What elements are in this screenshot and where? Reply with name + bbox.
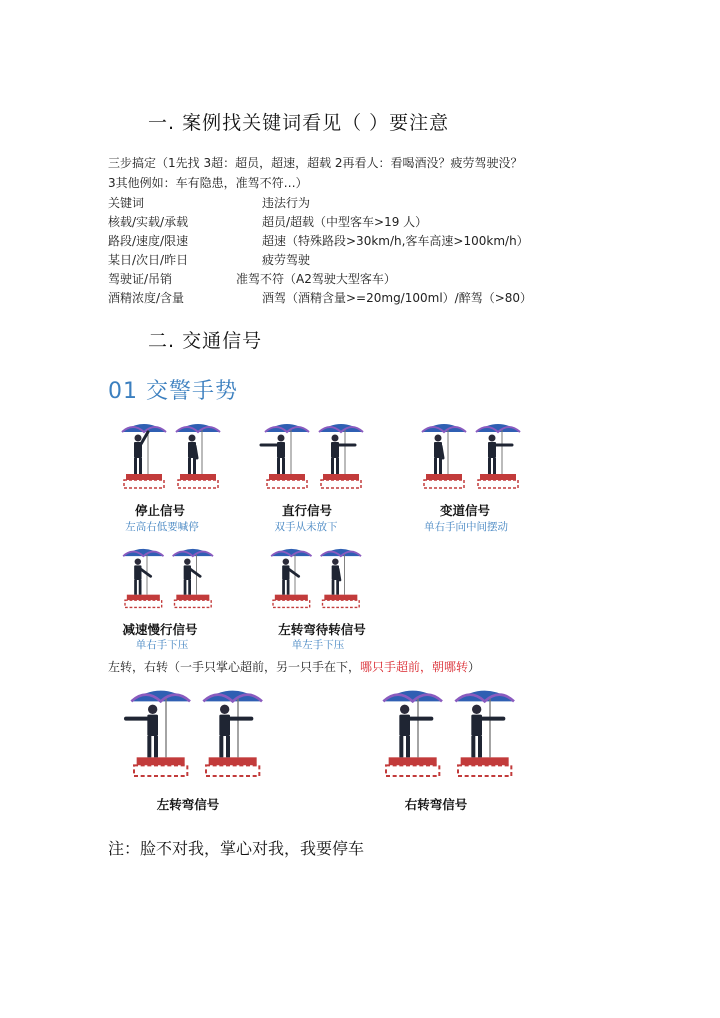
turn-note: [108, 658, 480, 675]
officer-head: [220, 705, 229, 714]
officer-leg: [332, 580, 335, 595]
officer-torso: [134, 565, 141, 580]
officer-leg: [184, 580, 187, 595]
officer-leg: [478, 736, 482, 757]
officer-leg: [139, 458, 142, 474]
officer-torso: [282, 565, 289, 580]
gesture-illustration-straight: [255, 418, 375, 498]
podium-base: [424, 480, 464, 488]
podium-base: [175, 600, 212, 607]
officer-leg: [226, 736, 230, 757]
stop-note: 注：脸不对我，掌心对我，我要停车: [108, 839, 365, 858]
officer-head: [400, 705, 409, 714]
intro-line-1: 三步搞定（1先找 3超：超员，超速，超载 2再看人：看喝酒没？疲劳驾驶没？: [108, 156, 523, 170]
officer-leg: [139, 580, 142, 595]
section2-title: 二. 交通信号: [148, 330, 263, 352]
officer-head: [278, 435, 285, 442]
left-turn-illustration: [118, 680, 278, 792]
officer-head: [472, 705, 481, 714]
officer-leg: [399, 736, 403, 757]
podium-top: [127, 595, 160, 601]
gesture-hint-left-turn-wait: 单左手下压: [291, 639, 345, 651]
section1-title: 一. 案例找关键词看见（ ）要注意: [148, 112, 450, 134]
officer-leg: [134, 580, 137, 595]
officer-leg: [493, 458, 496, 474]
officer-leg: [188, 580, 191, 595]
podium-base: [125, 600, 162, 607]
gesture-illustration-left-turn-wait: [262, 542, 372, 618]
row-keyword: 驾驶证/吊销: [108, 272, 173, 286]
podium-base: [178, 480, 218, 488]
officer-leg: [331, 458, 334, 474]
gesture-illustration-slow-down: [114, 542, 224, 618]
row-violation: 疲劳驾驶: [262, 253, 311, 267]
officer-arm: [441, 446, 443, 458]
right-turn-caption: 右转弯信号: [404, 797, 468, 812]
gesture-name-left-turn-wait: 左转弯待转信号: [278, 622, 366, 637]
officer-head: [332, 435, 339, 442]
gesture-name-straight: 直行信号: [281, 503, 332, 518]
header-violation: 违法行为: [262, 196, 311, 210]
officer-arm: [141, 569, 151, 576]
officer-arm: [190, 569, 200, 576]
gesture-hint-lane-change: 单右手向中间摆动: [424, 521, 508, 533]
officer-leg: [282, 458, 285, 474]
officer-leg: [154, 736, 158, 757]
podium-top: [426, 474, 462, 480]
row-keyword: 核载/实载/承载: [108, 215, 189, 229]
officer-leg: [282, 580, 285, 595]
podium-top: [209, 757, 257, 765]
podium-top: [323, 474, 359, 480]
header-keyword: 关键词: [108, 196, 145, 210]
gesture-hint-stop: 左高右低要喊停: [125, 521, 199, 533]
podium-base: [458, 765, 511, 776]
gesture-name-slow-down: 减速慢行信号: [122, 622, 198, 637]
officer-head: [148, 705, 157, 714]
officer-leg: [488, 458, 491, 474]
gesture-hint-slow-down: 单右手下压: [135, 639, 189, 651]
officer-head: [283, 558, 289, 564]
gesture-name-stop: 停止信号: [134, 503, 185, 518]
podium-top: [137, 757, 185, 765]
podium-base: [134, 765, 187, 776]
row-violation: 准驾不符（A2驾驶大型客车）: [236, 272, 396, 286]
right-turn-illustration: [370, 680, 530, 792]
officer-leg: [147, 736, 151, 757]
row-violation: 超员/超载（中型客车>19 人）: [262, 215, 428, 229]
officer-head: [184, 558, 190, 564]
podium-top: [126, 474, 162, 480]
podium-top: [324, 595, 357, 601]
podium-base: [323, 600, 360, 607]
podium-base: [206, 765, 259, 776]
officer-leg: [219, 736, 223, 757]
officer-arm: [289, 569, 299, 576]
gesture-illustration-stop: [112, 418, 232, 498]
left-turn-caption: 左转弯信号: [156, 797, 220, 812]
podium-base: [273, 600, 310, 607]
officer-leg: [471, 736, 475, 757]
officer-head: [332, 558, 338, 564]
officer-head: [189, 435, 196, 442]
officer-head: [489, 435, 496, 442]
podium-base: [124, 480, 164, 488]
officer-arm: [195, 446, 197, 458]
podium-base: [267, 480, 307, 488]
officer-torso: [184, 565, 191, 580]
gesture-illustration-lane-change: [412, 418, 532, 498]
officer-leg: [193, 458, 196, 474]
officer-head: [135, 558, 141, 564]
podium-base: [321, 480, 361, 488]
podium-top: [269, 474, 305, 480]
subsection-title: 01 交警手势: [108, 379, 238, 404]
turn-note-highlight: 哪只手超前，朝哪转: [360, 660, 469, 674]
podium-top: [176, 595, 209, 601]
turn-note-suffix: ）: [468, 660, 481, 674]
officer-leg: [336, 580, 339, 595]
officer-leg: [336, 458, 339, 474]
officer-arm: [141, 432, 148, 444]
row-keyword: 路段/速度/限速: [108, 234, 189, 248]
podium-top: [389, 757, 437, 765]
officer-leg: [439, 458, 442, 474]
row-keyword: 某日/次日/昨日: [108, 253, 189, 267]
officer-head: [135, 435, 142, 442]
officer-leg: [277, 458, 280, 474]
podium-top: [275, 595, 308, 601]
gesture-hint-straight: 双手从未放下: [274, 521, 338, 533]
podium-base: [386, 765, 439, 776]
podium-base: [478, 480, 518, 488]
turn-note-prefix: 左转，右转（一手只掌心超前，另一只手在下，: [108, 660, 361, 674]
officer-head: [435, 435, 442, 442]
officer-arm: [338, 569, 340, 580]
row-keyword: 酒精浓度/含量: [108, 291, 185, 305]
row-violation: 超速（特殊路段>30km/h,客车高速>100km/h）: [262, 234, 529, 248]
officer-leg: [188, 458, 191, 474]
podium-top: [461, 757, 509, 765]
podium-top: [180, 474, 216, 480]
podium-top: [480, 474, 516, 480]
officer-leg: [287, 580, 290, 595]
officer-leg: [434, 458, 437, 474]
officer-leg: [406, 736, 410, 757]
gesture-name-lane-change: 变道信号: [439, 503, 490, 518]
intro-line-2: 3其他例如：车有隐患，准驾不符…）: [108, 176, 308, 190]
officer-leg: [134, 458, 137, 474]
row-violation: 酒驾（酒精含量>=20mg/100ml）/醉驾（>80）: [262, 291, 533, 305]
